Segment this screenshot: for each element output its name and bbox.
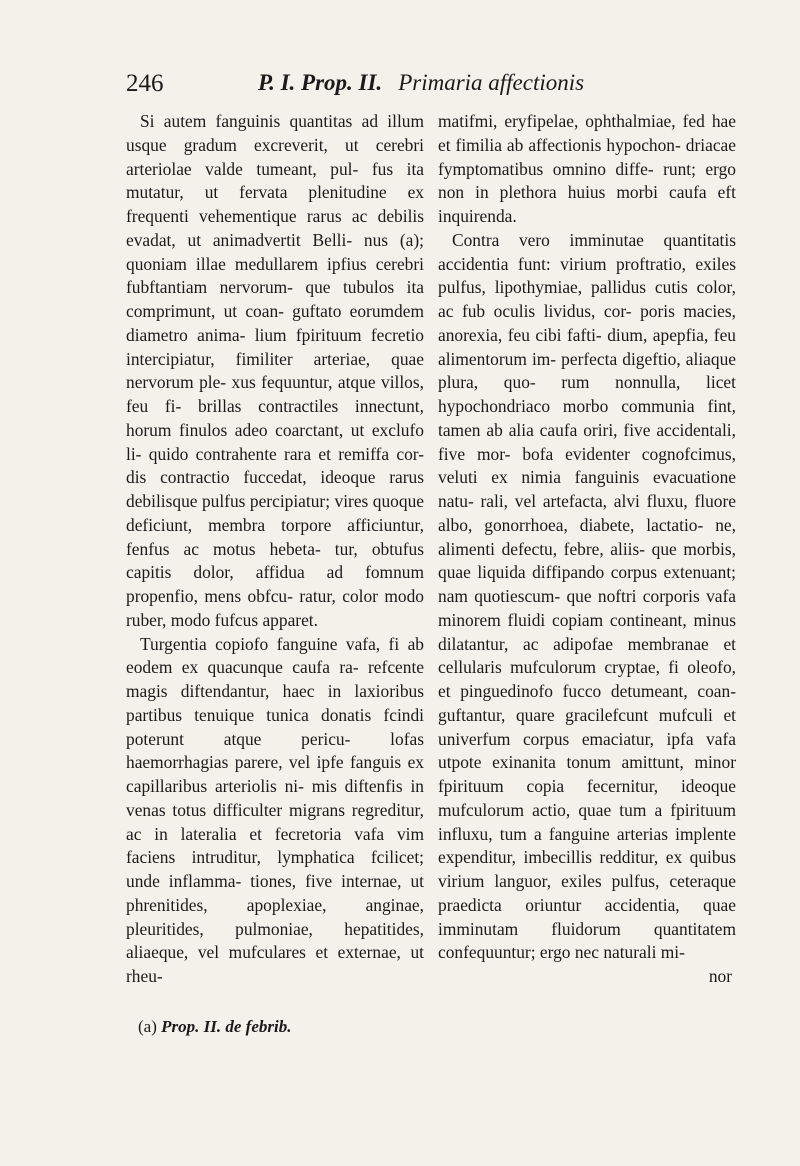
footnote-reference: Prop. II. de febrib. (161, 1017, 292, 1036)
paragraph: matifmi, eryfipelae, ophthalmiae, fed hae et fimilia ab affectionis hypochon- driacae fymptomatibus omnino diffe- runt; ergo non in plethora huius morbi caufa eft inquirenda. (438, 111, 736, 226)
footnote-mark: (a) (138, 1017, 157, 1036)
left-column (126, 110, 424, 989)
catchword: nor (708, 966, 732, 986)
right-column (438, 110, 736, 989)
paragraph: Contra vero imminutae quantitatis accidentia funt: virium proftratio, exiles pulfus, lipothymiae, pallidus cutis color, ac fub oculis lividus, cor- poris macies, anorexia, feu cibi fafti- dium, apepfia, feu alimentorum im- perfecta digeftio, aliaque plura, quo- rum nonnulla, licet hypochondriaco morbo communia fint, tamen ab alia caufa oriri, five accidentali, five mor- bofa evidenter cognofcimus, veluti ex nimia fanguinis evacuatione natu- rali, vel artefacta, alvi fluxu, fluore albo, gonorrhoea, diabete, lactatio- ne, alimenti defectu, febre, aliis- que morbis, quae liquida diffipando corpus extenuant; nam quotiescum- que noftri corporis vafa minorem fluidi copiam contineant, minus dilatantur, ac adipofae membranae et cellularis mufculorum cryptae, fi oleofo, et pinguedinofo fucco detumeant, coan- guftantur, quare gracilefcunt mufculi et univerfum corpus emaciatur, ipfa vafa utpote exinanita tonum amittunt, minor fpirituum copia fecernitur, ideoque mufculorum actio, quae tum a fpirituum influxu, tum a fanguine arterias implente expenditur, imbecillis redditur, ex quibus virium languor, exiles pulfus, ceteraque praedicta oriuntur accidentia, quae imminutam fluidorum quantitatem confequuntur; ergo nec naturali mi- (438, 229, 736, 963)
paragraph: Turgentia copiofo fanguine vafa, fi ab eodem ex quacunque caufa ra- refcente magis diftendantur, haec in laxioribus partibus tenuique tunica donatis fcindi poterunt atque pericu- lofas haemorrhagias parere, vel ipfe fanguis ex capillaribus arteriolis ni- mis diftenfis in venas totus difficulter migrans regreditur, ac in lateralia et fecretoria vafa vim faciens intruditur, lymphatica fcilicet; unde inflamma- tiones, five internae, ut phrenitides, apoplexiae, anginae, pleuritides, pulmoniae, hepatitides, aliaeque, vel mufculares et externae, ut rheu- (126, 633, 424, 986)
running-title-text: Primaria affectionis (398, 70, 585, 95)
paragraph: Si autem fanguinis quantitas ad illum usque gradum excreverit, ut cerebri arteriolae valde tumeant, pul- fus ita mutatur, ut fervata plenitudine ex frequenti vehementique rarus ac debilis evadat, ut animadvertit Belli- nus (a); quoniam illae medullarem ipfius cerebri fubftantiam nervorum- que tubulos ita comprimunt, ut coan- guftato eorumdem diametro anima- lium fpirituum fecretio intercipiatur, fimiliter arteriae, quae nervorum ple- xus fequuntur, atque villos, feu fi- brillas contractiles innectunt, horum finulos adeo coarctant, ut exclufo li- quido contrahente rara et remiffa cor- dis contractio fuccedat, ideoque rarus debilisque pulfus percipiatur; vires quoque deficiunt, membra torpore afficiuntur, fenfus ac motus hebeta- tur, obtufus capitis dolor, affidua ad fomnum propenfio, mens obfcu- ratur, color modo ruber, modo fufcus apparet. (126, 111, 424, 630)
section-label: P. I. Prop. II. (258, 70, 383, 95)
running-title (258, 70, 584, 96)
page-number: 246 (126, 70, 164, 97)
footnote (138, 1017, 291, 1037)
running-header (126, 70, 740, 110)
